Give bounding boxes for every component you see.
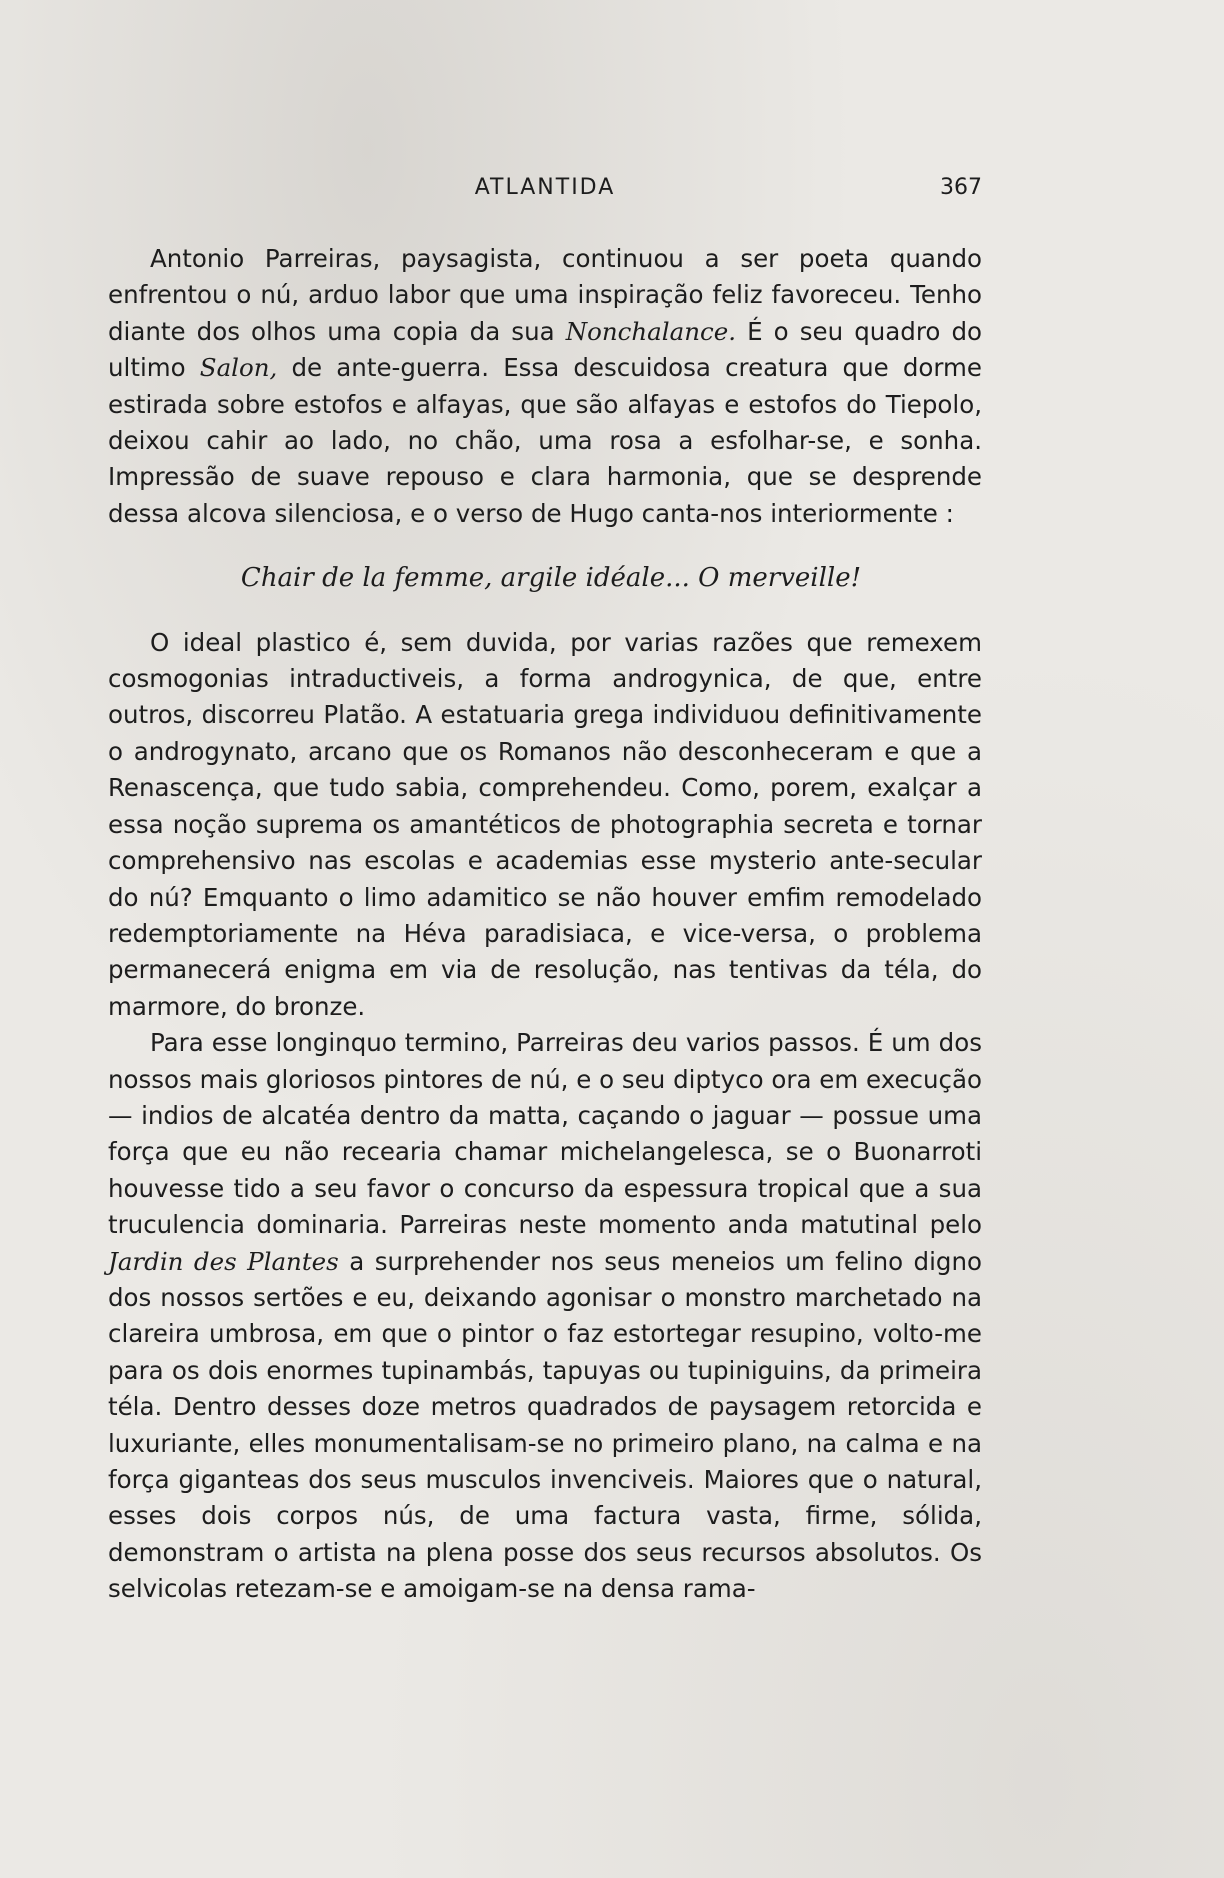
jardin-des-plantes-italic: Jardin des Plantes: [108, 1246, 339, 1276]
page-number: 367: [940, 175, 982, 200]
running-head: [108, 175, 982, 205]
paragraph-1: [108, 241, 982, 532]
salon-italic: Salon,: [199, 353, 278, 383]
running-title: ATLANTIDA: [474, 175, 616, 200]
paragraph-3-part-1: Para esse longinquo termino, Parreiras deu varios passos. É um dos nossos mais gloriosos pintores de nú, e o seu diptyco ora em execução — indios de alcatéa dentro da matta, caçando o jaguar — possue uma força que eu não recearia chamar michelangelesca, se o Buonarroti houvesse tido a seu favor o concurso da espessura tropical que a sua truculencia dominaria. Parreiras neste momento anda matutinal pelo: [108, 1028, 982, 1240]
paragraph-1-part-2: É o seu quadro do ultimo: [108, 316, 983, 383]
verse-quote: Chair de la femme, argile idéale... O merveille!: [240, 563, 862, 594]
paragraph-1-part-1: Antonio Parreiras, paysagista, continuou a ser poeta quando enfrentou o nú, arduo labor que uma inspiração feliz favoreceu. Tenho diante dos olhos uma copia da sua: [108, 244, 982, 346]
paragraph-2: O ideal plastico é, sem duvida, por varias razões que remexem cosmogonias intraductiveis, a forma androgynica, de que, entre outros, discorreu Platão. A estatuaria grega individuou definitivamente o androgynato, arcano que os Romanos não desconheceram e que a Renascença, que tudo sabia, comprehendeu. Como, porem, exalçar a essa noção suprema os amantéticos de photographia secreta e tornar comprehensivo nas escolas e academias esse mysterio ante-secular do nú? Emquanto o limo adamitico se não houver emfim remodelado redemptoriamente na Héva paradisiaca, e vice-versa, o problema permanecerá enigma em via de resolução, nas tentivas da téla, do marmore, do bronze.: [108, 627, 982, 1021]
body-text: [108, 241, 982, 1608]
painting-title-nonchalance: Nonchalance.: [565, 316, 737, 346]
paragraph-3: [108, 1025, 982, 1608]
paragraph-1-part-3: de ante-guerra. Essa descuidosa creatura que dorme estirada sobre estofos e alfayas, que são alfayas e estofos do Tiepolo, deixou cahir ao lado, no chão, uma rosa a esfolhar-se, e sonha. Impressão de suave repouso e clara harmonia, que se desprende dessa alcova silenciosa, e o verso de Hugo canta-nos interiormente :: [108, 353, 982, 528]
paragraph-3-part-2: a surprehender nos seus meneios um felino digno dos nossos sertões e eu, deixando agonisar o monstro marchetado na clareira umbrosa, em que o pintor o faz estortegar resupino, volto-me para os dois enormes tupinambás, tapuyas ou tupiniguins, da primeira téla. Dentro desses doze metros quadrados de paysagem retorcida e luxuriante, elles monumentalisam-se no primeiro plano, na calma e na força giganteas dos seus musculos invenciveis. Maiores que o natural, esses dois corpos nús, de uma factura vasta, firme, sólida, demonstram o artista na plena posse dos seus recursos absolutos. Os selvicolas retezam-se e amoigam-se na densa rama-: [108, 1246, 982, 1604]
